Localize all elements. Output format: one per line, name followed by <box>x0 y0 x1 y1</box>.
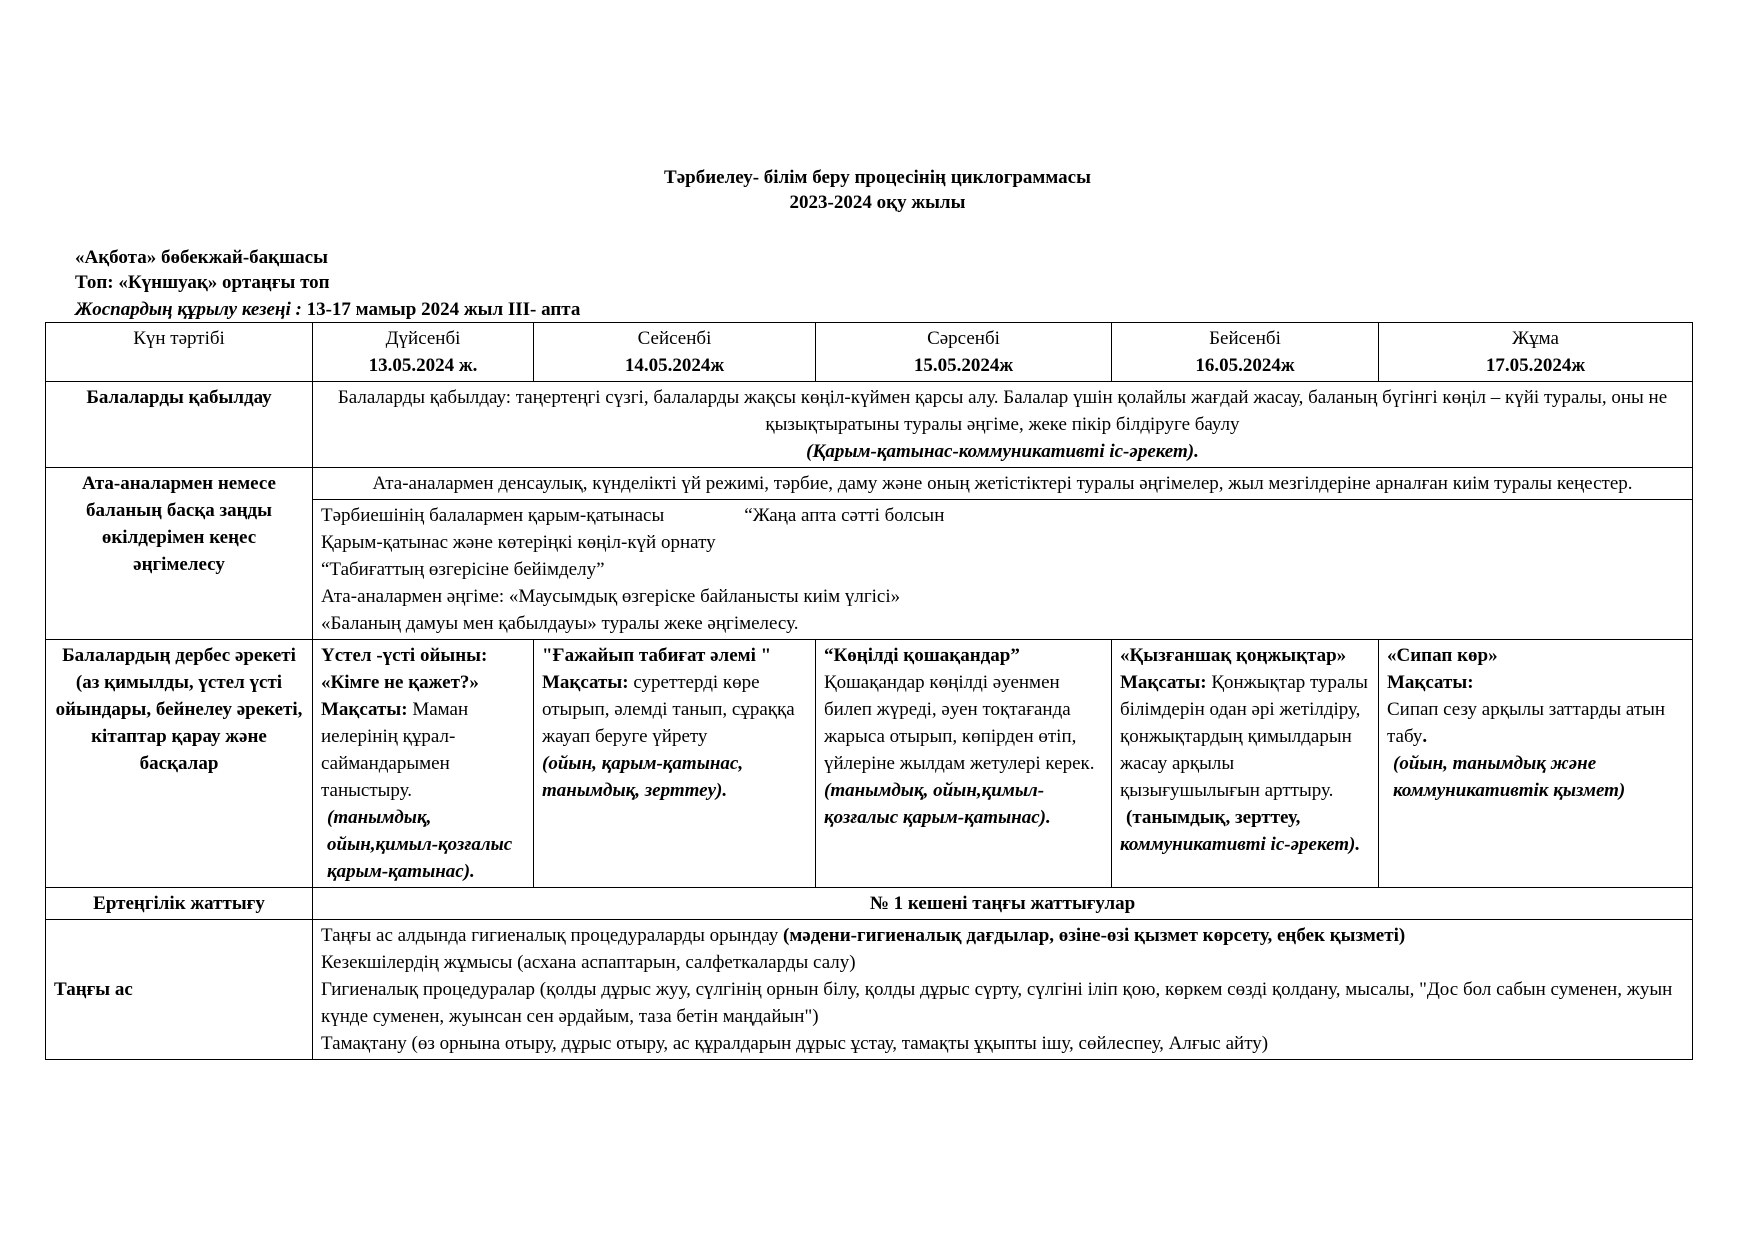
day-name: Жұма <box>1512 328 1559 349</box>
breakfast-row <box>46 920 1693 1060</box>
parents-content-2 <box>313 500 1693 640</box>
activity-title: «Қызғаншақ қоңжықтар» <box>1120 645 1347 666</box>
activity-goal <box>321 696 525 804</box>
header-routine: Күн тәртібі <box>46 323 313 382</box>
goal-label: Мақсаты: <box>1387 672 1474 693</box>
breakfast-line <box>321 922 1684 949</box>
kindergarten-name: «Ақбота» бөбекжай-бақшасы <box>75 247 328 268</box>
goal-text: Маман иелерінің құрал-саймандарымен таныстыру. <box>321 699 469 801</box>
parents-row-1 <box>46 468 1693 500</box>
exercise-row <box>46 888 1693 920</box>
reception-content <box>313 382 1693 468</box>
parents-label: Ата-аналармен немесе баланың басқа заңды өкілдерімен кеңес әңгімелесу <box>46 468 313 640</box>
goal-label: Мақсаты: <box>321 699 408 720</box>
header-friday <box>1379 323 1693 382</box>
header-wednesday <box>816 323 1112 382</box>
breakfast-line: Кезекшілердің жұмысы (асхана аспаптарын, салфеткаларды салу) <box>321 952 856 973</box>
activity-title: «Сипап көр» <box>1387 645 1498 666</box>
group-name: Топ: «Күншуақ» ортаңғы топ <box>75 272 330 293</box>
goal-label: Мақсаты: <box>542 672 629 693</box>
header-thursday <box>1112 323 1379 382</box>
day-name: Сейсенбі <box>637 328 712 349</box>
activity-note: (ойын, қарым-қатынас, танымдық, зерттеу). <box>542 753 744 801</box>
activity-wednesday <box>816 640 1112 888</box>
plan-period-value: 13-17 мамыр 2024 жыл ІІІ- апта <box>306 299 581 320</box>
day-name: Дүйсенбі <box>385 328 461 349</box>
activity-monday <box>313 640 534 888</box>
activity-note: (танымдық, ойын,қимыл-қозғалыс қарым-қатынас). <box>327 807 513 882</box>
reception-text: Балаларды қабылдау: таңертеңгі сүзгі, балаларды жақсы көңіл-күймен қарсы алу. Балалар үшін қолайлы жағдай жасау, баланың бүгінгі көңіл – күйі туралы, оны не қызықтыратыны туралы әңгіме, жеке пікір білдіруге баулу <box>337 387 1668 435</box>
parents-line-1a: Тәрбиешінің балалармен қарым-қатынасы <box>321 505 665 526</box>
parents-line: Қарым-қатынас және көтеріңкі көңіл-күй орнату <box>321 532 716 553</box>
header-monday <box>313 323 534 382</box>
day-date: 16.05.2024ж <box>1195 355 1295 376</box>
goal-dot: . <box>1422 726 1428 747</box>
header-row <box>46 323 1693 382</box>
academic-year: 2023-2024 оқу жылы <box>789 192 966 213</box>
activity-note-1: (танымдық, зерттеу, <box>1126 807 1301 828</box>
activity-title: "Ғажайып табиғат әлемі " <box>542 645 772 666</box>
parents-content-1: Ата-аналармен денсаулық, күнделікті үй режимі, тәрбие, даму және оның жетістіктері туралы әңгімелер, жыл мезгілдеріне арналған киім туралы кеңестер. <box>313 468 1693 500</box>
breakfast-line-1a: Таңғы ас алдында гигиеналық процедураларды орындау <box>321 925 783 946</box>
activity-friday <box>1379 640 1693 888</box>
breakfast-line: Тамақтану (өз орнына отыру, дұрыс отыру, ас құралдарын дұрыс ұстау, тамақты ұқыпты ішу, сөйлеспеу, Алғыс айту) <box>321 1033 1269 1054</box>
breakfast-label: Таңғы ас <box>46 920 313 1060</box>
cyclogram-table <box>45 322 1693 1060</box>
parents-line: “Табиғаттың өзгерісіне бейімделу” <box>321 559 605 580</box>
day-date: 15.05.2024ж <box>913 355 1014 376</box>
exercise-content: № 1 кешені таңғы жаттығулар <box>313 888 1693 920</box>
activity-note: (ойын, танымдық және коммуникативтік қызмет) <box>1393 753 1626 801</box>
day-name: Сәрсенбі <box>927 328 1000 349</box>
activity-goal <box>542 669 807 750</box>
breakfast-content <box>313 920 1693 1060</box>
plan-period <box>75 297 580 322</box>
activity-thursday <box>1112 640 1379 888</box>
activity-goal <box>1387 696 1684 750</box>
day-date: 17.05.2024ж <box>1485 355 1586 376</box>
goal-text: Қонжықтар туралы білімдерін одан әрі жетілдіру, қонжықтардың қимылдарын жасау арқылы қызығушылығын арттыру. <box>1120 672 1368 801</box>
parents-line-1b: “Жаңа апта сәтті болсын <box>744 505 945 526</box>
breakfast-line: Гигиеналық процедуралар (қолды дұрыс жуу, сүлгінің орнын білу, қолды дұрыс сүрту, сүлгіні іліп қою, көркем сөзді қолдану, мысалы, "Дос бол сабын суменен, жуын күнде суменен, жуынсан сен әрдайым, таза бетін маңдайын") <box>321 979 1673 1027</box>
document-title: Тәрбиелеу- білім беру процесінің циклограммасы <box>664 167 1091 188</box>
header-tuesday <box>534 323 816 382</box>
goal-text: суреттерді көре отырып, әлемді танып, сұраққа жауап беруге үйрету <box>542 672 795 747</box>
reception-label: Балаларды қабылдау <box>46 382 313 468</box>
day-name: Бейсенбі <box>1209 328 1281 349</box>
day-date: 14.05.2024ж <box>624 355 725 376</box>
activity-note-2: коммуникативті іс-әрекет). <box>1120 834 1361 855</box>
reception-note: (Қарым-қатынас-коммуникативті іс-әрекет). <box>806 441 1199 462</box>
plan-period-label: Жоспардың құрылу кезеңі : <box>75 299 302 320</box>
goal-label: Мақсаты: <box>1120 672 1207 693</box>
parents-line: Ата-аналармен әңгіме: «Маусымдық өзгеріске байланысты киім үлгісі» <box>321 586 901 607</box>
goal-text: Сипап сезу арқылы заттарды атын табу <box>1387 699 1666 747</box>
parents-line: «Баланың дамуы мен қабылдауы» туралы жеке әңгімелесу. <box>321 613 799 634</box>
activity-row <box>46 640 1693 888</box>
activity-goal <box>1120 669 1370 804</box>
day-date: 13.05.2024 ж. <box>368 355 478 376</box>
activity-title: “Көңілді қошақандар” <box>824 645 1020 666</box>
activity-tuesday <box>534 640 816 888</box>
activity-label: Балалардың дербес әрекеті (аз қимылды, үстел үсті ойындары, бейнелеу әрекеті, кітаптар қарау және басқалар <box>46 640 313 888</box>
parents-line <box>321 502 1684 529</box>
activity-title: Үстел -үсті ойыны: <box>321 645 488 666</box>
reception-row <box>46 382 1693 468</box>
activity-game: «Кімге не қажет?» <box>321 672 479 693</box>
exercise-label: Ертеңгілік жаттығу <box>46 888 313 920</box>
activity-text: Қошақандар көңілді әуенмен билеп жүреді, әуен тоқтағанда жарыса отырып, көпірден өтіп, үйлеріне жылдам жетулері керек. <box>824 672 1095 774</box>
activity-note: (танымдық, ойын,қимыл- қозғалыс қарым-қатынас). <box>824 780 1051 828</box>
breakfast-line-1b: (мәдени-гигиеналық дағдылар, өзіне-өзі қызмет көрсету, еңбек қызметі) <box>783 925 1406 946</box>
